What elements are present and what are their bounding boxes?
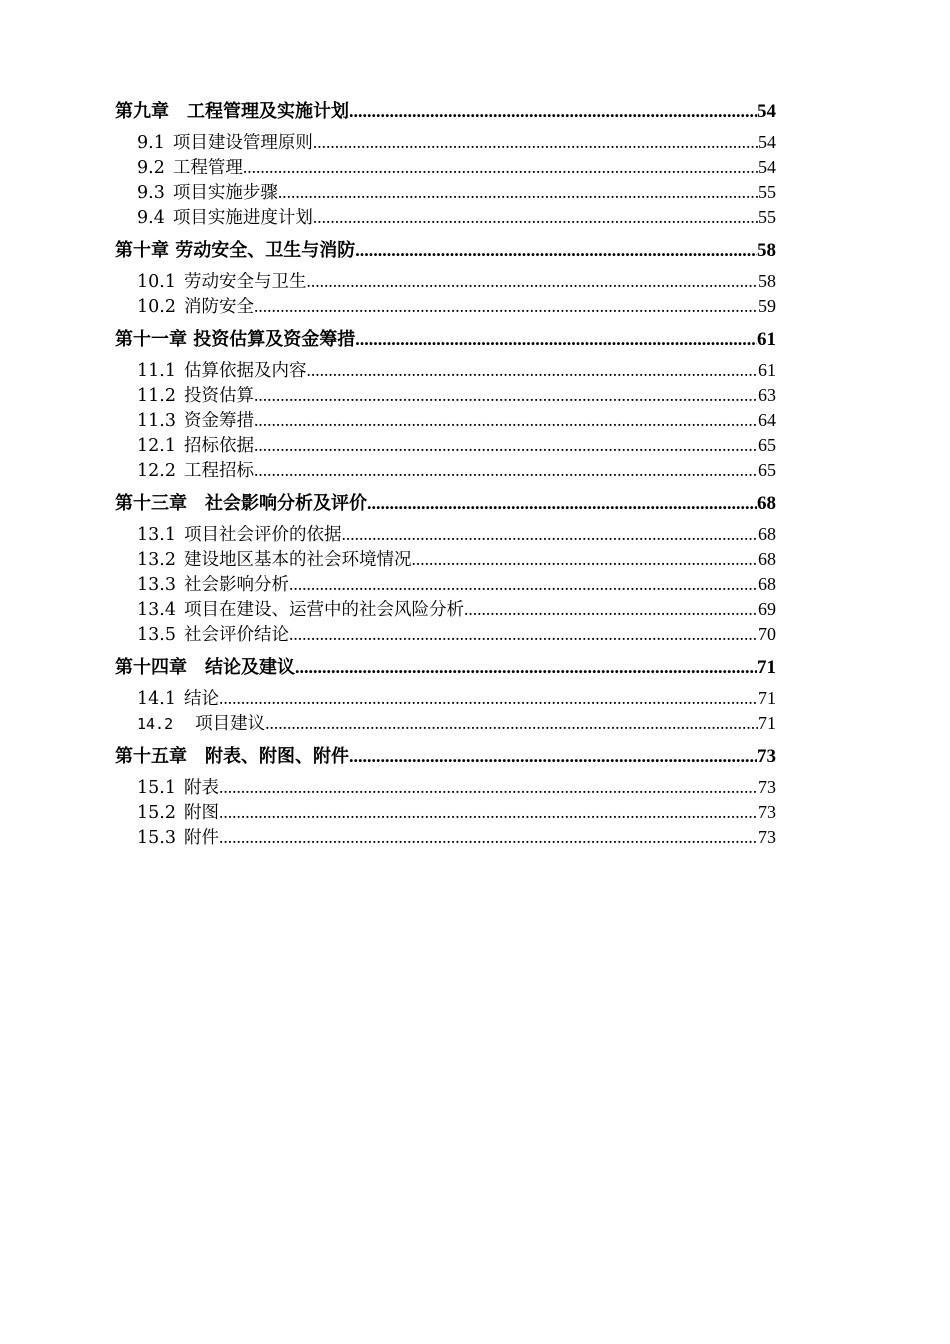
section-title: 估算依据及内容	[183, 361, 307, 381]
page-number: 69	[758, 599, 776, 619]
section-number: 14.2	[137, 715, 174, 733]
toc-section-entry[interactable]	[115, 130, 776, 155]
page-number: 55	[758, 207, 776, 227]
page-number: 54	[758, 157, 776, 177]
toc-section-entry[interactable]	[115, 358, 776, 383]
dot-leader	[295, 653, 757, 681]
dot-leader	[306, 269, 758, 294]
dot-leader	[306, 358, 758, 383]
section-title: 结论	[183, 689, 219, 709]
section-title: 劳动安全与卫生	[183, 272, 307, 292]
section-number: 13.3	[137, 575, 176, 595]
toc-chapter-entry[interactable]	[115, 236, 776, 264]
chapter-title: 第十三章 社会影响分析及评价	[115, 493, 367, 514]
toc-section-entry[interactable]	[115, 155, 776, 180]
toc-section-entry[interactable]	[115, 408, 776, 433]
toc-section-entry[interactable]	[115, 383, 776, 408]
section-number: 15.3	[137, 828, 176, 848]
section-title: 建设地区基本的社会环境情况	[183, 550, 412, 570]
toc-section-entry[interactable]	[115, 433, 776, 458]
section-number: 9.1	[137, 133, 165, 153]
section-title: 社会影响分析	[183, 575, 289, 595]
toc-section-entry[interactable]	[115, 458, 776, 483]
page-number: 68	[758, 524, 776, 544]
toc-section-entry[interactable]	[115, 825, 776, 850]
section-title: 附图	[183, 803, 219, 823]
page-number: 73	[758, 802, 776, 822]
section-title: 工程招标	[183, 461, 254, 481]
toc-chapter-entry[interactable]	[115, 742, 776, 770]
page-number: 54	[757, 101, 776, 122]
toc-section-entry[interactable]	[115, 522, 776, 547]
toc-section-entry[interactable]	[115, 294, 776, 319]
dot-leader	[289, 572, 758, 597]
toc-section-entry[interactable]	[115, 269, 776, 294]
toc-section-entry[interactable]	[115, 711, 776, 736]
page-number: 55	[758, 182, 776, 202]
dot-leader	[243, 155, 758, 180]
dot-leader	[349, 742, 757, 770]
page-number: 58	[758, 271, 776, 291]
page-number: 63	[758, 385, 776, 405]
dot-leader	[219, 825, 758, 850]
chapter-title: 第十一章 投资估算及资金筹措	[115, 329, 356, 350]
page-number: 73	[757, 746, 776, 767]
section-number: 11.1	[137, 361, 176, 381]
section-title: 招标依据	[183, 436, 254, 456]
dot-leader	[313, 130, 758, 155]
section-number: 11.2	[137, 386, 176, 406]
section-title: 项目建设管理原则	[172, 133, 313, 153]
section-title: 消防安全	[183, 297, 254, 317]
toc-section-entry[interactable]	[115, 180, 776, 205]
page-number: 58	[757, 240, 776, 261]
page-number: 65	[758, 460, 776, 480]
dot-leader	[313, 205, 758, 230]
dot-leader	[355, 236, 757, 264]
chapter-title: 第十章 劳动安全、卫生与消防	[115, 240, 356, 261]
page-number: 68	[758, 549, 776, 569]
chapter-title: 第十五章 附表、附图、附件	[115, 746, 349, 767]
section-number: 12.2	[137, 461, 176, 481]
toc-section-entry[interactable]	[115, 622, 776, 647]
dot-leader	[464, 597, 758, 622]
section-number: 9.4	[137, 208, 165, 228]
section-number: 13.5	[137, 625, 176, 645]
section-title: 项目实施进度计划	[172, 208, 313, 228]
dot-leader	[254, 383, 758, 408]
dot-leader	[254, 458, 758, 483]
toc-section-entry[interactable]	[115, 686, 776, 711]
page-number: 61	[758, 360, 776, 380]
chapter-title: 第十四章 结论及建议	[115, 657, 295, 678]
section-number: 13.4	[137, 600, 176, 620]
section-title: 附表	[183, 778, 219, 798]
section-title: 资金筹措	[183, 411, 254, 431]
page-number: 71	[757, 657, 776, 678]
section-title: 投资估算	[183, 386, 254, 406]
dot-leader	[219, 686, 758, 711]
page-number: 65	[758, 435, 776, 455]
dot-leader	[219, 775, 758, 800]
section-number: 12.1	[137, 436, 176, 456]
page-number: 61	[757, 329, 776, 350]
toc-chapter-entry[interactable]	[115, 489, 776, 517]
section-number: 14.1	[137, 689, 176, 709]
toc-section-entry[interactable]	[115, 800, 776, 825]
dot-leader	[254, 433, 758, 458]
page-number: 59	[758, 296, 776, 316]
toc-section-entry[interactable]	[115, 572, 776, 597]
page-number: 71	[758, 713, 776, 733]
section-number: 11.3	[137, 411, 176, 431]
section-title: 社会评价结论	[183, 625, 289, 645]
page-number: 64	[758, 410, 776, 430]
table-of-contents	[115, 97, 776, 850]
toc-section-entry[interactable]	[115, 547, 776, 572]
dot-leader	[219, 800, 758, 825]
dot-leader	[265, 711, 758, 736]
dot-leader	[411, 547, 758, 572]
section-title: 工程管理	[172, 158, 243, 178]
dot-leader	[254, 294, 758, 319]
page-number: 71	[758, 688, 776, 708]
dot-leader	[349, 97, 757, 125]
toc-chapter-entry[interactable]	[115, 653, 776, 681]
toc-chapter-entry[interactable]	[115, 97, 776, 125]
page-number: 68	[757, 493, 776, 514]
dot-leader	[341, 522, 758, 547]
toc-section-entry[interactable]	[115, 775, 776, 800]
section-title: 项目在建设、运营中的社会风险分析	[183, 600, 464, 620]
dot-leader	[355, 325, 757, 353]
section-number: 13.2	[137, 550, 176, 570]
dot-leader	[289, 622, 758, 647]
section-number: 15.2	[137, 803, 176, 823]
section-number: 10.2	[137, 297, 176, 317]
section-number: 9.2	[137, 158, 165, 178]
section-number: 15.1	[137, 778, 176, 798]
section-title: 项目建议	[195, 714, 266, 734]
page-number: 54	[758, 132, 776, 152]
section-title: 附件	[183, 828, 219, 848]
section-number: 9.3	[137, 183, 165, 203]
dot-leader	[367, 489, 757, 517]
section-title: 项目社会评价的依据	[183, 525, 342, 545]
page-number: 68	[758, 574, 776, 594]
page-number: 73	[758, 827, 776, 847]
dot-leader	[278, 180, 758, 205]
section-title: 项目实施步骤	[172, 183, 278, 203]
toc-section-entry[interactable]	[115, 597, 776, 622]
page-number: 70	[758, 624, 776, 644]
page-number: 73	[758, 777, 776, 797]
toc-section-entry[interactable]	[115, 205, 776, 230]
chapter-title: 第九章 工程管理及实施计划	[115, 101, 349, 122]
toc-chapter-entry[interactable]	[115, 325, 776, 353]
dot-leader	[254, 408, 758, 433]
section-number: 13.1	[137, 525, 176, 545]
section-number: 10.1	[137, 272, 176, 292]
